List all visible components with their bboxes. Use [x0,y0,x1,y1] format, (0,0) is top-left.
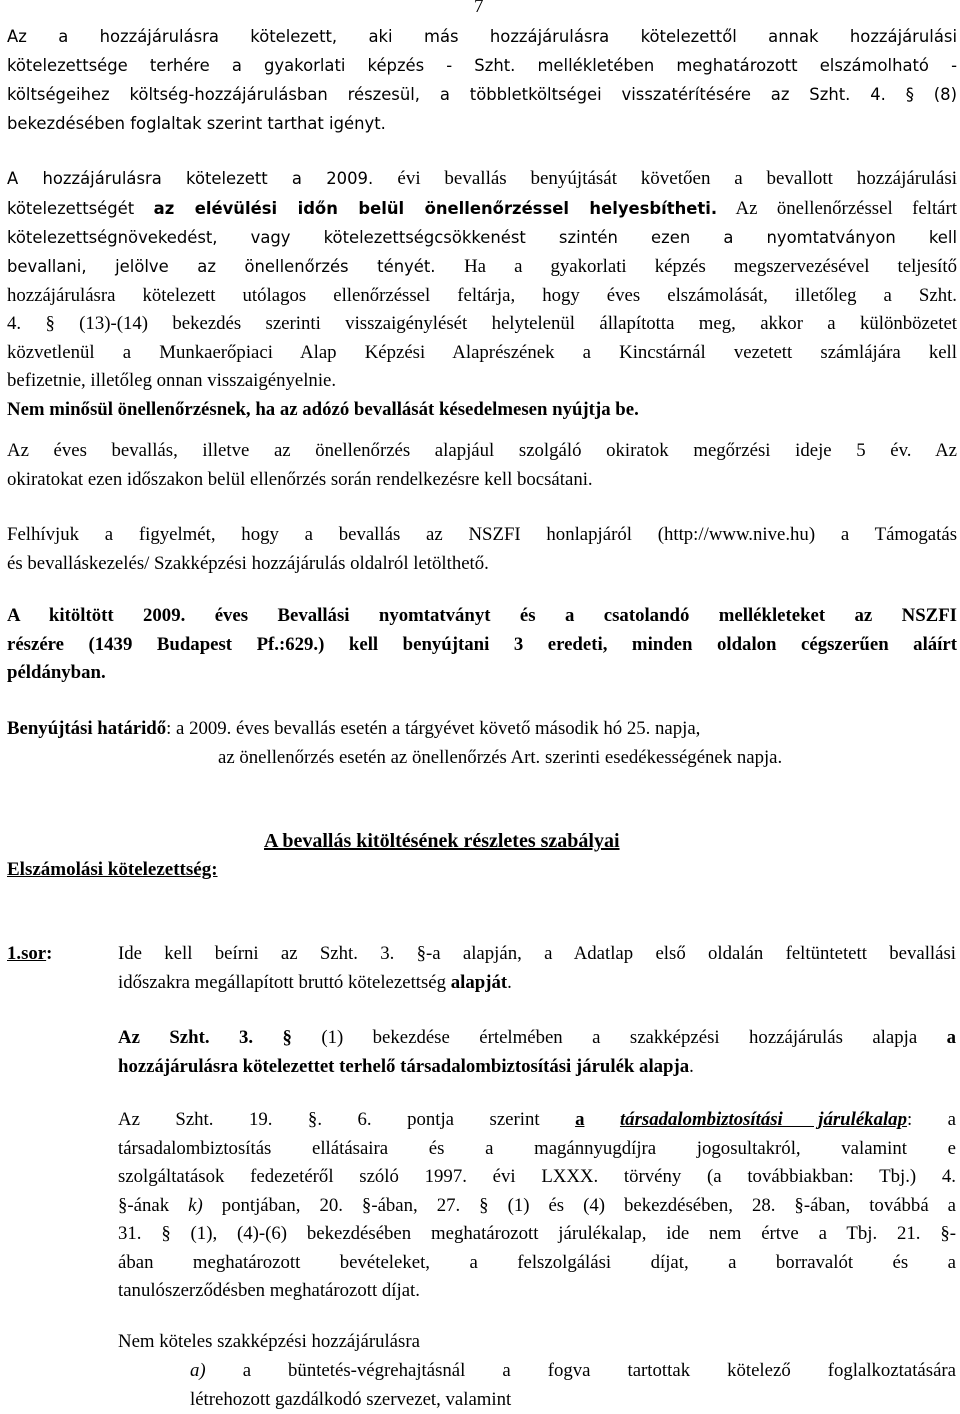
text-line: bekezdésében foglaltak szerint tarthat igényt. [7,109,957,138]
paragraph-definition [118,1106,956,1306]
row-colon: : [46,943,52,964]
text-line [118,1024,956,1053]
text-span-bold: alapját [451,972,507,993]
text-line: ában meghatározott bevételeket, a felszolgálási díjat, a borravalót és a [118,1249,956,1278]
text-line: részére (1439 Budapest Pf.:629.) kell benyújtani 3 eredeti, minden oldalon cégszerűen aláírt [7,631,957,660]
exemption-item-a [190,1357,956,1414]
row-label [7,940,52,969]
text-line: Felhívjuk a figyelmét, hogy a bevallás az NSZFI honlapjáról (http://www.nive.hu) a Támogatás [7,521,957,550]
text-line [118,1053,956,1082]
text-line [7,715,957,744]
text-line: Az éves bevallás, illetve az önellenőrzés alapjául szolgáló okiratok megőrzési ideje 5 év. Az [7,437,957,466]
text-line: befizetnie, illetőleg onnan visszaigényelnie. [7,367,957,396]
text-line [7,164,957,194]
text-line: kötelezettségnövekedést, vagy kötelezettségcsökkenést szintén ezen a nyomtatványon kell [7,223,957,252]
paragraph-retention [7,437,957,494]
text-span: Az önellenőrzéssel feltárt [736,198,957,219]
text-line: az önellenőrzés esetén az önellenőrzés Art. szerinti esedékességének napja. [7,744,957,773]
text-line: 4. § (13)-(14) bekezdés szerinti visszaigénylését helytelenül állapította meg, akkor a különbözetet [7,310,957,339]
paragraph-deadline [7,715,957,772]
text-line: társadalombiztosítás ellátásaira és a magánnyugdíjra jogosultakról, valamint e [118,1135,956,1164]
text-line [118,1192,956,1221]
text-span: pontjában, 20. §-ában, 27. § (1) és (4) bekezdésében, 28. §-ában, továbbá a [222,1195,956,1216]
text-line-bold: Nem minősül önellenőrzésnek, ha az adózó bevallását késedelmesen nyújtja be. [7,396,957,425]
subsection-label: Elszámolási kötelezettség: [7,859,218,881]
text-line: okiratokat ezen időszakon belül ellenőrzés során rendelkezésre kell bocsátani. [7,466,957,495]
text-line [118,969,956,998]
text-line: Nem köteles szakképzési hozzájárulásra [118,1328,956,1357]
text-line: költségeihez költség-hozzájárulásban részesül, a többletköltségei visszatérítésére az Szht. 4. § (8) [7,80,957,109]
page-number: 7 [474,0,484,18]
text-line: közvetlenül a Munkaerőpiaci Alap Képzési Alaprészének a Kincstárnál vezetett számlájára kell [7,339,957,368]
text-span: . [507,972,512,993]
paragraph-download-info [7,521,957,578]
section-title: A bevallás kitöltésének részletes szabályai [264,830,620,853]
text-span-bold: a [947,1027,956,1048]
text-line: hozzájárulásra kötelezett utólagos ellenőrzéssel feltárja, hogy éves elszámolását, illetőleg a Szht. [7,282,957,311]
text-span: : a 2009. éves bevallás esetén a tárgyévet követő második hó 25. napja, [166,718,700,739]
text-line: Ide kell beírni az Szht. 3. §-a alapján, a Adatlap első oldalán feltüntetett bevallási [118,940,956,969]
paragraph-self-revision [7,164,957,424]
paragraph-exemption [118,1328,956,1357]
text-span: : a [907,1109,956,1130]
text-line [7,252,957,282]
text-line [7,194,957,224]
paragraph-cost-reimbursement [7,22,957,138]
list-marker: a) [190,1360,206,1381]
text-line: példányban. [7,659,957,688]
text-span-bold: Az Szht. 3. § [118,1027,292,1048]
text-span-italic: k) [188,1195,203,1216]
text-line: szolgáltatások fedezetéről szóló 1997. évi LXXX. törvény (a továbbiakban: Tbj.) 4. [118,1163,956,1192]
text-span: a büntetés-végrehajtásnál a fogva tartottak kötelező foglalkoztatására [243,1360,956,1381]
deadline-label: Benyújtási határidő [7,718,166,739]
text-span: (1) bekezdése értelmében a szakképzési hozzájárulás alapja [321,1027,917,1048]
text-line [118,1106,956,1135]
text-span: bevallani, jelölve az önellenőrzés tényét. [7,257,436,276]
text-line: tanulószerződésben meghatározott díjat. [118,1277,956,1306]
row-number: 1.sor [7,943,46,964]
text-span: évi bevallás benyújtását követően a bevallott hozzájárulási [397,168,957,189]
text-span: Ha a gyakorlati képzés megszervezésével teljesítő [464,256,957,277]
text-line: létrehozott gazdálkodó szervezet, valamint [190,1386,956,1414]
paragraph-contribution-base [118,1024,956,1081]
text-span: §-ának [118,1195,169,1216]
row1-description [118,940,956,997]
text-line: kötelezettsége terhére a gyakorlati képzés - Szht. mellékletében meghatározott elszámolható - [7,51,957,80]
text-span: Az Szht. 19. §. 6. pontja szerint [118,1109,540,1130]
text-line: Az a hozzájárulásra kötelezett, aki más hozzájárulásra kötelezettől annak hozzájárulási [7,22,957,51]
text-line: A kitöltött 2009. éves Bevallási nyomtatványt és a csatolandó mellékleteket az NSZFI [7,602,957,631]
text-line: és bevalláskezelés/ Szakképzési hozzájárulás oldalról letölthető. [7,550,957,579]
text-span: kötelezettségét [7,199,134,218]
text-span-bold-underline: a [575,1109,584,1130]
text-line: 31. § (1), (4)-(6) bekezdésében meghatározott járulékalap, ide nem értve a Tbj. 21. §- [118,1220,956,1249]
text-line [190,1357,956,1386]
text-span: A hozzájárulásra kötelezett a 2009. [7,169,373,188]
text-span-bold: hozzájárulásra kötelezettet terhelő társadalombiztosítási járulék alapja [118,1056,689,1077]
text-span: időszakra megállapított bruttó kötelezettség [118,972,446,993]
paragraph-submission [7,602,957,688]
defined-term: társadalombiztosítási járulékalap [620,1109,907,1130]
text-span-bold: az elévülési időn belül önellenőrzéssel helyesbítheti. [154,199,717,218]
text-span: . [689,1056,694,1077]
